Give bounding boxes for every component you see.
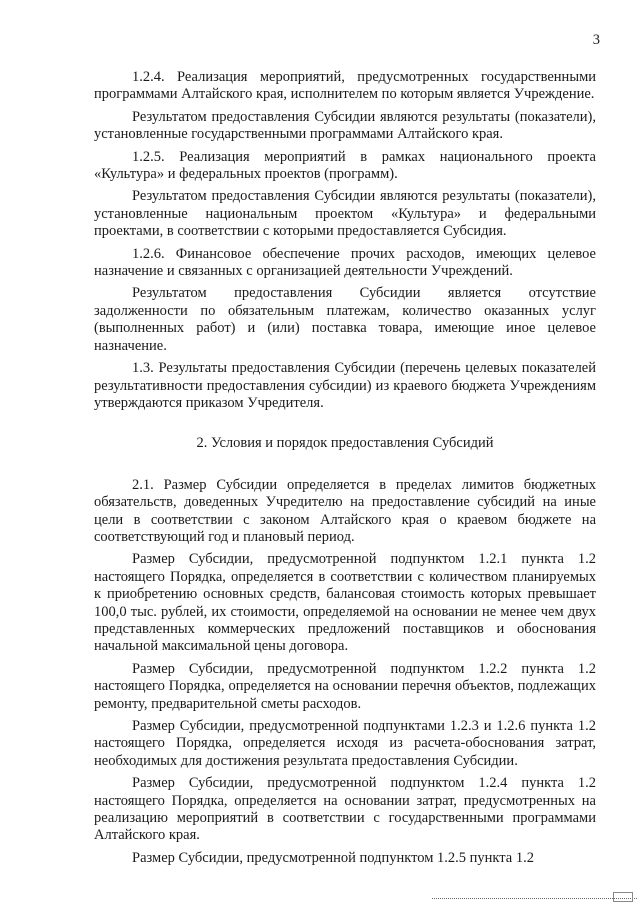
paragraph-result-1-2-6: Результатом предоставления Субсидии является отсутствие задолженности по обязательным платежам, количество оказанных услуг (выполненных работ) и (или) поставка товара, имеющие иное целевое назначение. (94, 285, 596, 354)
paragraph-1-2-6: 1.2.6. Финансовое обеспечение прочих расходов, имеющих целевое назначение и связанных с организацией деятельности Учреждений. (94, 245, 596, 280)
paragraph-2-1: 2.1. Размер Субсидии определяется в пределах лимитов бюджетных обязательств, доведенных Учредителю на предоставление субсидий на иные цели в соответствии с законом Алтайского края о краевом бюджете на соответствующий год и плановый период. (94, 476, 596, 545)
paragraph-size-1-2-4: Размер Субсидии, предусмотренной подпунктом 1.2.4 пункта 1.2 настоящего Порядка, определяется на основании затрат, предусмотренных на реализацию мероприятий в соответствии с государственными программами Алтайского края. (94, 775, 596, 844)
paragraph-size-1-2-3: Размер Субсидии, предусмотренной подпунктами 1.2.3 и 1.2.6 пункта 1.2 настоящего Порядка, определяется исходя из расчета-обоснования затрат, необходимых для достижения результата предоставления Субсидии. (94, 718, 596, 769)
section-heading: 2. Условия и порядок предоставления Субсидий (196, 435, 494, 452)
document-body (94, 69, 596, 867)
paragraph-size-1-2-5: Размер Субсидии, предусмотренной подпунктом 1.2.5 пункта 1.2 (132, 849, 534, 866)
paragraph-1-2-5: 1.2.5. Реализация мероприятий в рамках национального проекта «Культура» и федеральных проектов (программ). (94, 148, 596, 183)
scan-corner-mark (613, 892, 633, 902)
paragraph-result-1-2-4: Результатом предоставления Субсидии являются результаты (показатели), установленные государственными программами Алтайского края. (94, 108, 596, 143)
paragraph-1-3: 1.3. Результаты предоставления Субсидии (перечень целевых показателей результативности предоставления субсидии) из краевого бюджета Учреждениям утверждаются приказом Учредителя. (94, 360, 596, 411)
page-number: 3 (592, 32, 600, 48)
paragraph-1-2-4: 1.2.4. Реализация мероприятий, предусмотренных государственными программами Алтайского края, исполнителем по которым является Учреждение. (94, 69, 596, 103)
scan-edge-mark (432, 898, 637, 899)
paragraph-result-1-2-5: Результатом предоставления Субсидии являются результаты (показатели), установленные национальным проектом «Культура» и федеральными проектами, в соответствии с которыми предоставляется Субсидия. (94, 188, 596, 240)
paragraph-size-1-2-1: Размер Субсидии, предусмотренной подпунктом 1.2.1 пункта 1.2 настоящего Порядка, определяется в соответствии с количеством планируемых к приобретению основных средств, балансовая стоимость которых превышает 100,0 тыс. рублей, их стоимости, определяемой на основании не менее чем двух представленных коммерческих предложений поставщиков и обоснования начальной максимальной цены договора. (94, 551, 596, 655)
paragraph-size-1-2-2: Размер Субсидии, предусмотренной подпунктом 1.2.2 пункта 1.2 настоящего Порядка, определяется на основании перечня объектов, подлежащих ремонту, предварительной сметы расходов. (94, 660, 596, 712)
